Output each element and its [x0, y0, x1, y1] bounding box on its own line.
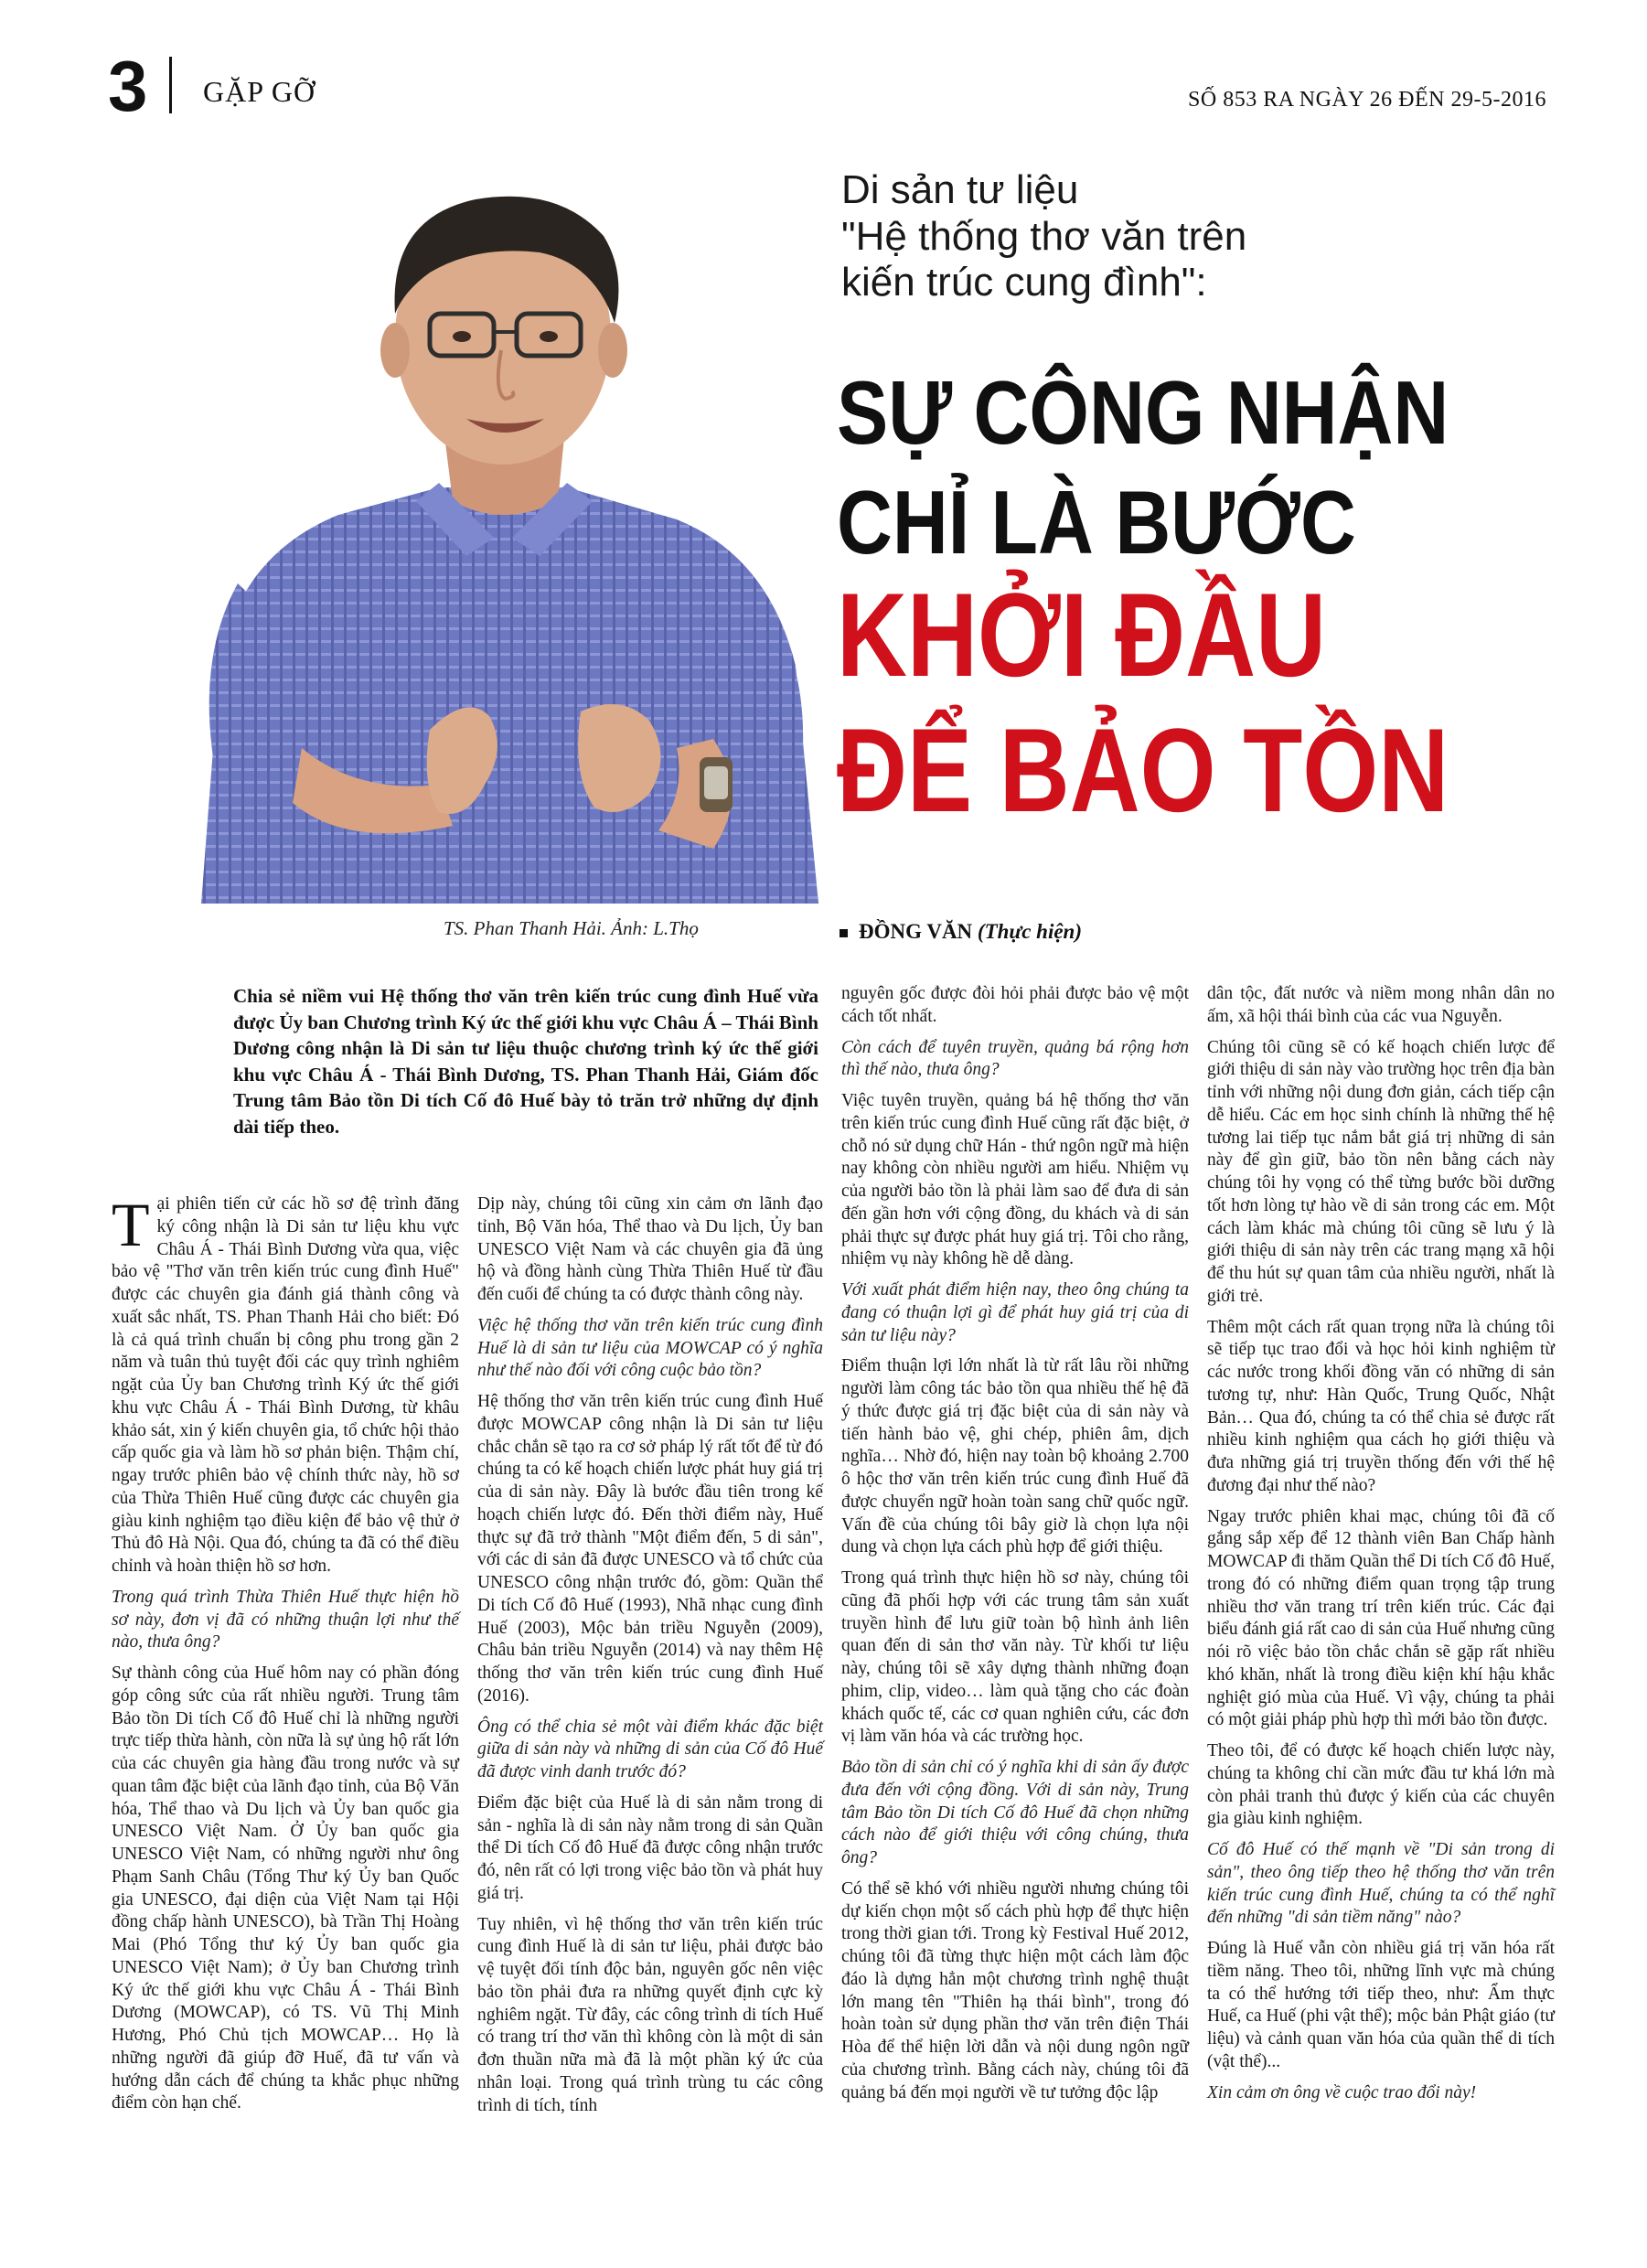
- kicker-line: kiến trúc cung đình":: [841, 260, 1207, 305]
- body-column-2: [477, 1193, 823, 2125]
- question: Việc hệ thống thơ văn trên kiến trúc cung đình Huế là di sản tư liệu của MOWCAP có ý nghĩa như thế nào đối với công cuộc bảo tồn?: [477, 1315, 823, 1381]
- body-column-4: [1207, 983, 1555, 2113]
- paragraph: Thêm một cách rất quan trọng nữa là chúng tôi sẽ tiếp tục trao đổi và học hỏi kinh nghiệm từ các nước trong khối đồng văn có những di sản tương tự, như: Hàn Quốc, Trung Quốc, Nhật Bản… Qua đó, chúng ta có thể chia sẻ được rất nhiều kinh nghiệm qua cách họ giới thiệu và đưa những giá trị truyền thống đến với thế hệ đương đại như thế nào?: [1207, 1317, 1555, 1495]
- question: Trong quá trình Thừa Thiên Huế thực hiện hồ sơ này, đơn vị đã có những thuận lợi như thế nào, thưa ông?: [112, 1587, 459, 1653]
- paragraph: Tuy nhiên, vì hệ thống thơ văn trên kiến trúc cung đình Huế là di sản tư liệu, phải được bảo vệ tuyệt đối tính độc bản, nguyên gốc nên việc bảo tồn phải đưa ra những quyết định cực kỳ nghiêm ngặt. Từ đây, các công trình di tích Huế có trang trí thơ văn thì không còn là một di sản đơn thuần nữa mà đã là một phần ký ức của nhân loại. Trong quá trình trùng tu các công trình di tích, tính: [477, 1914, 823, 2115]
- paragraph: nguyên gốc được đòi hỏi phải được bảo vệ một cách tốt nhất.: [841, 984, 1189, 1026]
- header-divider: [169, 57, 172, 113]
- headline-red: [837, 567, 1481, 838]
- drop-cap: T: [112, 1190, 150, 1259]
- headline-line: SỰ CÔNG NHẬN: [837, 362, 1449, 463]
- paragraph: Ngay trước phiên khai mạc, chúng tôi đã cố gắng sắp xếp để 12 thành viên Ban Chấp hành MOWCAP đi thăm Quần thể Di tích Cố đô Huế, trong đó có những điểm quan trọng tập trung nhiều thơ văn trang trí trên kiến trúc. Các đại biểu đánh giá rất cao di sản của Huế nhưng cũng nói rõ việc bảo tồn chắc chắn sẽ gặp rất nhiều khó khăn, nhất là trong điều kiện khí hậu khắc nghiệt gió mùa của Huế. Vì vậy, chúng ta phải có một giải pháp phù hợp thì mới bảo tồn được.: [1207, 1506, 1555, 1730]
- question: Ông có thể chia sẻ một vài điểm khác đặc biệt giữa di sản này và những di sản của Cố đô Huế đã được vinh danh trước đó?: [477, 1717, 823, 1781]
- body-column-1: [112, 1190, 459, 2124]
- article-kicker: [841, 167, 1573, 306]
- interviewee-photo: [165, 154, 841, 904]
- kicker-line: "Hệ thống thơ văn trên: [841, 213, 1247, 259]
- byline-role: (Thực hiện): [977, 920, 1083, 943]
- paragraph-text: ại phiên tiến cử các hồ sơ đệ trình đăng ký công nhận là Di sản tư liệu khu vực Châu Á - Thái Bình Dương vừa qua, việc bảo vệ "Thơ văn trên kiến trúc cung đình Huế" được các chuyên gia đánh giá thành công và xuất sắc nhất, TS. Phan Thanh Hải cho biết: Đó là cả quá trình chuẩn bị công phu trong gần 2 năm và tuân thủ tuyệt đối các quy trình nghiêm ngặt của Ủy ban Chương trình Ký ức thế giới khu vực Châu Á - Thái Bình Dương, từ khâu khảo sát, xin ý kiến chuyên gia, tổ chức hội thảo cấp quốc gia và làm hồ sơ phản biện. Thậm chí, ngay trước phiên bảo vệ chính thức này, hồ sơ của Thừa Thiên Huế cũng được các chuyên gia giàu kinh nghiệm tạo điều kiện để bảo vệ thử ở Thủ đô Hà Nội. Qua đó, chúng ta đã có thể điều chỉnh và hoàn thiện hồ sơ hơn.: [112, 1194, 459, 1576]
- question: Với xuất phát điểm hiện nay, theo ông chúng ta đang có thuận lợi gì để phát huy giá trị của di sản tư liệu này?: [841, 1280, 1189, 1345]
- paragraph: Trong quá trình thực hiện hồ sơ này, chúng tôi cũng đã phối hợp với các trung tâm sản xuất truyền hình để lưu giữ toàn bộ hình ảnh liên quan đến di sản thơ văn này. Từ khối tư liệu này, chúng tôi sẽ xây dựng thành những đoạn phim, clip, video… làm quà tặng cho các đoàn khách quốc tế, các cơ quan nghiên cứu, các đơn vị làm văn hóa và các trường học.: [841, 1568, 1189, 1747]
- section-name: GẶP GỠ: [203, 75, 316, 108]
- body-column-3: [841, 983, 1189, 2113]
- paragraph: Đúng là Huế vẫn còn nhiều giá trị văn hóa rất tiềm năng. Theo tôi, những lĩnh vực mà chúng ta có thể hướng tới tiếp theo, như: Ẩm thực Huế, ca Huế (phi vật thể); mộc bản Phật giáo (tư liệu) và cảnh quan văn hóa của quần thể di tích (vật thể)...: [1207, 1939, 1555, 2071]
- paragraph: Sự thành công của Huế hôm nay có phần đóng góp công sức của rất nhiều người. Trung tâm Bảo tồn Di tích Cố đô Huế chỉ là những người trực tiếp thừa hành, còn nữa là sự ủng hộ rất lớn của các chuyên gia hàng đầu trong nước và sự quan tâm đặc biệt của lãnh đạo tỉnh, của Bộ Văn hóa, Thể thao và Du lịch và Ủy ban quốc gia UNESCO Việt Nam. Ở Ủy ban quốc gia UNESCO Việt Nam, có những người như ông Phạm Sanh Châu (Tổng Thư ký Ủy ban Quốc gia UNESCO, đại diện của Việt Nam tại Hội đồng chấp hành UNESCO), bà Trần Thị Hoàng Mai (Phó Tổng thư ký Ủy ban quốc gia UNESCO Việt Nam); ở Ủy ban Chương trình Ký ức thế giới khu vực Châu Á - Thái Bình Dương (MOWCAP), có TS. Vũ Thị Minh Hương, Phó Chủ tịch MOWCAP… Họ là những người đã giúp đỡ Huế, đã tư vấn và hướng dẫn cách để chúng ta khắc phục những điểm còn hạn chế.: [112, 1664, 459, 2113]
- paragraph: Hệ thống thơ văn trên kiến trúc cung đình Huế được MOWCAP công nhận là Di sản tư liệu chắc chắn sẽ tạo ra cơ sở pháp lý rất tốt để từ đó chúng ta có kế hoạch chiến lược phát huy giá trị của di sản này. Đây là bước đầu tiên trong kế hoạch chiến lược đó. Đến thời điểm này, Huế thực sự đã trở thành "Một điểm đến, 5 di sản", với các di sản đã được UNESCO và tổ chức của UNESCO công nhận trước đó, gồm: Quần thể Di tích Cố đô Huế (1993), Nhã nhạc cung đình Huế (2003), Mộc bản triều Nguyễn (2009), Châu bản triều Nguyễn (2014) và nay thêm Hệ thống thơ văn trên kiến trúc cung đình Huế (2016).: [477, 1392, 823, 1706]
- headline-line: KHỞI ĐẦU: [837, 568, 1327, 701]
- paragraph: Có thể sẽ khó với nhiều người nhưng chúng tôi dự kiến chọn một số cách phù hợp để thực hiện trong thời gian tới. Trong kỳ Festival Huế 2012, chúng tôi đã từng thực hiện một cách làm độc đáo là dựng hẳn một chương trình nghệ thuật lớn mang tên "Thiên hạ thái bình", trong đó hoàn toàn sử dụng phần thơ văn trên điện Thái Hòa để thể hiện lời dẫn và nội dung ngôn ngữ của chương trình. Bằng cách này, chúng tôi đã quảng bá đến mọi người về tư tưởng độc lập: [841, 1878, 1189, 2102]
- byline: [840, 919, 1082, 945]
- byline-author: ĐỒNG VĂN: [859, 920, 973, 943]
- headline-line: ĐỂ BẢO TỒN: [837, 703, 1449, 838]
- issue-info: SỐ 853 RA NGÀY 26 ĐẾN 29-5-2016: [1188, 88, 1546, 112]
- page-number: 3: [108, 46, 148, 126]
- headline-line: CHỈ LÀ BƯỚC: [837, 471, 1356, 572]
- paragraph: Theo tôi, để có được kế hoạch chiến lược này, chúng ta không chỉ cần mức đầu tư khá lớn mà còn phải tranh thủ được ý kiến của các chuyên gia giàu kinh nghiệm.: [1207, 1741, 1555, 1829]
- paragraph: Điểm đặc biệt của Huế là di sản nằm trong di sản - nghĩa là di sản này nằm trong di sản Quần thể Di tích Cố đô Huế đã được công nhận trước đó, nên rất có lợi trong việc bảo tồn và phát huy giá trị.: [477, 1792, 823, 1903]
- kicker-line: Di sản tư liệu: [841, 167, 1079, 212]
- paragraph: [112, 1190, 459, 1578]
- paragraph: Điểm thuận lợi lớn nhất là từ rất lâu rồi những người làm công tác bảo tồn qua nhiều thế hệ đã ý thức được giá trị đặc biệt của di sản này và tiến hành bảo vệ, ghi chép, phiên âm, dịch nghĩa… Nhờ đó, hiện nay toàn bộ khoảng 2.700 ô hộc thơ văn trên kiến trúc cung đình Huế đã được chuyển ngữ hoàn toàn sang chữ quốc ngữ. Vấn đề của chúng tôi bây giờ là chọn lựa nội dung và chọn lựa cách phù hợp để giới thiệu.: [841, 1356, 1189, 1557]
- paragraph: Việc tuyên truyền, quảng bá hệ thống thơ văn trên kiến trúc cung đình Huế cũng rất đặc biệt, ở chỗ nó sử dụng chữ Hán - thứ ngôn ngữ mà hiện nay không còn nhiều người am hiểu. Nhiệm vụ của người bảo tồn là phải làm sao để đưa di sản đến gần hơn với cộng đồng, du khách và di sản phải thực sự được phát huy giá trị. Tôi cho rằng, nhiệm vụ này không hề dễ dàng.: [841, 1091, 1189, 1269]
- question: Còn cách để tuyên truyền, quảng bá rộng hơn thì thế nào, thưa ông?: [841, 1037, 1189, 1080]
- paragraph: dân tộc, đất nước và niềm mong nhân dân no ấm, xã hội thái bình của các vua Nguyễn.: [1207, 984, 1555, 1026]
- paragraph: Chúng tôi cũng sẽ có kế hoạch chiến lược để giới thiệu di sản này vào trường học trên địa bàn tỉnh với những nội dung đơn giản, cách tiếp cận dễ hiểu. Các em học sinh chính là những thế hệ tương lai tiếp tục nắm bắt giá trị những di sản này để gìn giữ, bảo tồn nên bằng cách này chúng tôi hy vọng có thể từng bước bồi dưỡng tốt hơn lòng tự hào về di sản trong các em. Một cách làm khác mà chúng tôi cũng sẽ lưu ý là giới thiệu di sản này trên các trang mạng xã hội để thu hút sự quan tâm của nhiều người, nhất là giới trẻ.: [1207, 1037, 1555, 1306]
- headline-black: [837, 358, 1513, 577]
- paragraph: Dịp này, chúng tôi cũng xin cảm ơn lãnh đạo tỉnh, Bộ Văn hóa, Thể thao và Du lịch, Ủy ban UNESCO Việt Nam và các chuyên gia đã ủng hộ và đồng hành cùng Thừa Thiên Huế từ đầu đến cuối để chúng ta có được thành công này.: [477, 1194, 823, 1304]
- closing-question: Xin cảm ơn ông về cuộc trao đổi này!: [1207, 2082, 1477, 2102]
- photo-caption: TS. Phan Thanh Hải. Ảnh: L.Thọ: [444, 917, 699, 939]
- question: Cố đô Huế có thế mạnh về "Di sản trong di sản", theo ông tiếp theo hệ thống thơ văn trên kiến trúc cung đình Huế, chúng ta có thể nghĩ đến những "di sản tiềm năng" nào?: [1207, 1840, 1555, 1928]
- article-lead: Chia sẻ niềm vui Hệ thống thơ văn trên kiến trúc cung đình Huế vừa được Ủy ban Chương trình Ký ức thế giới khu vực Châu Á – Thái Bình Dương công nhận là Di sản tư liệu thuộc chương trình ký ức thế giới khu vực Châu Á - Thái Bình Dương, TS. Phan Thanh Hải, Giám đốc Trung tâm Bảo tồn Di tích Cố đô Huế bày tỏ trăn trở những dự định dài tiếp theo.: [233, 985, 818, 1138]
- question: Bảo tồn di sản chỉ có ý nghĩa khi di sản ấy được đưa đến với cộng đồng. Với di sản này, Trung tâm Bảo tồn Di tích Cố đô Huế đã chọn những cách nào để giới thiệu với công chúng, thưa ông?: [841, 1758, 1189, 1867]
- byline-square-icon: [840, 929, 848, 937]
